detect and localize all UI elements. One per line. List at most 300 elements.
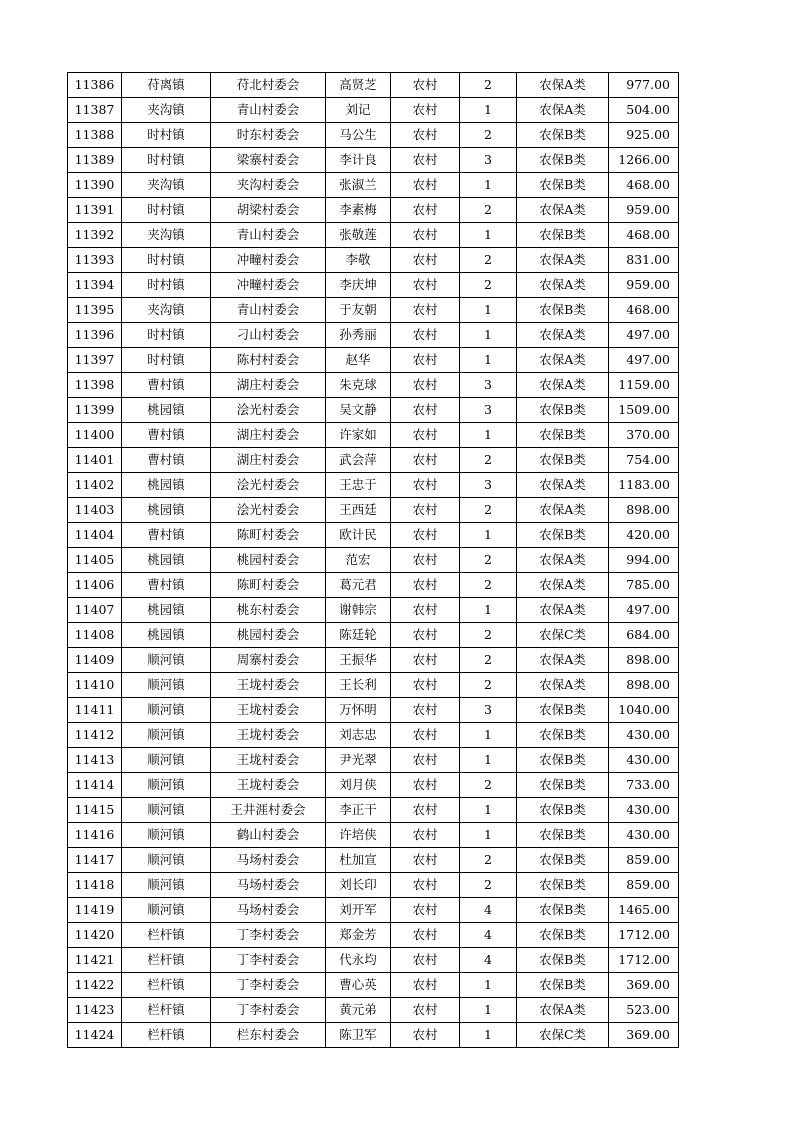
village-committee-cell: 青山村委会 (211, 98, 326, 123)
household-count-cell: 1 (460, 173, 517, 198)
village-committee-cell: 青山村委会 (211, 298, 326, 323)
name-cell: 刘记 (326, 98, 391, 123)
amount-cell: 1040.00 (609, 698, 679, 723)
household-count-cell: 4 (460, 948, 517, 973)
insurance-category-cell: 农保A类 (517, 673, 609, 698)
name-cell: 王振华 (326, 648, 391, 673)
area-type-cell: 农村 (391, 448, 460, 473)
serial-number-cell: 11415 (68, 798, 122, 823)
amount-cell: 977.00 (609, 73, 679, 98)
serial-number-cell: 11393 (68, 248, 122, 273)
area-type-cell: 农村 (391, 598, 460, 623)
village-committee-cell: 梁寨村委会 (211, 148, 326, 173)
area-type-cell: 农村 (391, 323, 460, 348)
serial-number-cell: 11402 (68, 473, 122, 498)
village-committee-cell: 浍光村委会 (211, 498, 326, 523)
insurance-category-cell: 农保B类 (517, 798, 609, 823)
serial-number-cell: 11392 (68, 223, 122, 248)
table-row (68, 798, 679, 823)
table-row (68, 573, 679, 598)
name-cell: 许家如 (326, 423, 391, 448)
amount-cell: 523.00 (609, 998, 679, 1023)
insurance-category-cell: 农保B类 (517, 773, 609, 798)
household-count-cell: 3 (460, 373, 517, 398)
amount-cell: 1183.00 (609, 473, 679, 498)
name-cell: 郑金芳 (326, 923, 391, 948)
name-cell: 武会萍 (326, 448, 391, 473)
town-cell: 顺河镇 (122, 723, 211, 748)
town-cell: 顺河镇 (122, 673, 211, 698)
serial-number-cell: 11394 (68, 273, 122, 298)
area-type-cell: 农村 (391, 173, 460, 198)
insurance-category-cell: 农保B类 (517, 698, 609, 723)
household-count-cell: 2 (460, 848, 517, 873)
insurance-category-cell: 农保C类 (517, 1023, 609, 1048)
insurance-category-cell: 农保B类 (517, 948, 609, 973)
village-committee-cell: 湖庄村委会 (211, 373, 326, 398)
village-committee-cell: 时东村委会 (211, 123, 326, 148)
table-row (68, 948, 679, 973)
area-type-cell: 农村 (391, 723, 460, 748)
amount-cell: 859.00 (609, 873, 679, 898)
village-committee-cell: 刁山村委会 (211, 323, 326, 348)
table-row (68, 998, 679, 1023)
name-cell: 刘志忠 (326, 723, 391, 748)
name-cell: 李正干 (326, 798, 391, 823)
name-cell: 李敬 (326, 248, 391, 273)
insurance-category-cell: 农保B类 (517, 923, 609, 948)
town-cell: 曹村镇 (122, 423, 211, 448)
insurance-category-cell: 农保A类 (517, 323, 609, 348)
area-type-cell: 农村 (391, 923, 460, 948)
table-row (68, 898, 679, 923)
village-committee-cell: 王垅村委会 (211, 698, 326, 723)
town-cell: 苻离镇 (122, 73, 211, 98)
table-row (68, 373, 679, 398)
area-type-cell: 农村 (391, 673, 460, 698)
table-row (68, 398, 679, 423)
insurance-category-cell: 农保B类 (517, 748, 609, 773)
insurance-category-cell: 农保A类 (517, 198, 609, 223)
village-committee-cell: 湖庄村委会 (211, 423, 326, 448)
serial-number-cell: 11416 (68, 823, 122, 848)
area-type-cell: 农村 (391, 148, 460, 173)
area-type-cell: 农村 (391, 573, 460, 598)
area-type-cell: 农村 (391, 98, 460, 123)
name-cell: 王忠于 (326, 473, 391, 498)
table-row (68, 698, 679, 723)
serial-number-cell: 11409 (68, 648, 122, 673)
household-count-cell: 3 (460, 473, 517, 498)
amount-cell: 430.00 (609, 723, 679, 748)
insurance-category-cell: 农保B类 (517, 298, 609, 323)
town-cell: 桃园镇 (122, 623, 211, 648)
area-type-cell: 农村 (391, 523, 460, 548)
table-row (68, 173, 679, 198)
town-cell: 曹村镇 (122, 573, 211, 598)
amount-cell: 959.00 (609, 198, 679, 223)
serial-number-cell: 11399 (68, 398, 122, 423)
household-count-cell: 1 (460, 523, 517, 548)
area-type-cell: 农村 (391, 298, 460, 323)
town-cell: 顺河镇 (122, 648, 211, 673)
table-row (68, 773, 679, 798)
amount-cell: 898.00 (609, 498, 679, 523)
table-row (68, 73, 679, 98)
insurance-category-cell: 农保B类 (517, 848, 609, 873)
area-type-cell: 农村 (391, 648, 460, 673)
insurance-category-cell: 农保B类 (517, 723, 609, 748)
area-type-cell: 农村 (391, 698, 460, 723)
insurance-category-cell: 农保A类 (517, 348, 609, 373)
area-type-cell: 农村 (391, 73, 460, 98)
town-cell: 栏杆镇 (122, 923, 211, 948)
household-count-cell: 2 (460, 873, 517, 898)
village-committee-cell: 桃园村委会 (211, 623, 326, 648)
town-cell: 曹村镇 (122, 523, 211, 548)
amount-cell: 370.00 (609, 423, 679, 448)
area-type-cell: 农村 (391, 548, 460, 573)
village-committee-cell: 青山村委会 (211, 223, 326, 248)
village-committee-cell: 丁李村委会 (211, 948, 326, 973)
household-count-cell: 1 (460, 423, 517, 448)
serial-number-cell: 11423 (68, 998, 122, 1023)
serial-number-cell: 11395 (68, 298, 122, 323)
amount-cell: 1712.00 (609, 923, 679, 948)
table-row (68, 448, 679, 473)
name-cell: 赵华 (326, 348, 391, 373)
name-cell: 谢韩宗 (326, 598, 391, 623)
town-cell: 曹村镇 (122, 373, 211, 398)
insurance-category-cell: 农保B类 (517, 448, 609, 473)
amount-cell: 369.00 (609, 1023, 679, 1048)
insurance-category-cell: 农保A类 (517, 373, 609, 398)
town-cell: 时村镇 (122, 323, 211, 348)
insurance-category-cell: 农保B类 (517, 973, 609, 998)
household-count-cell: 2 (460, 248, 517, 273)
household-count-cell: 1 (460, 298, 517, 323)
household-count-cell: 3 (460, 398, 517, 423)
insurance-category-cell: 农保B类 (517, 173, 609, 198)
name-cell: 朱克球 (326, 373, 391, 398)
name-cell: 孙秀丽 (326, 323, 391, 348)
household-count-cell: 1 (460, 323, 517, 348)
serial-number-cell: 11412 (68, 723, 122, 748)
insurance-category-cell: 农保B类 (517, 398, 609, 423)
table-row (68, 748, 679, 773)
insurance-category-cell: 农保B类 (517, 898, 609, 923)
amount-cell: 733.00 (609, 773, 679, 798)
serial-number-cell: 11389 (68, 148, 122, 173)
amount-cell: 754.00 (609, 448, 679, 473)
name-cell: 黄元弟 (326, 998, 391, 1023)
town-cell: 夹沟镇 (122, 173, 211, 198)
serial-number-cell: 11391 (68, 198, 122, 223)
household-count-cell: 2 (460, 73, 517, 98)
amount-cell: 898.00 (609, 673, 679, 698)
name-cell: 尹光翠 (326, 748, 391, 773)
town-cell: 桃园镇 (122, 473, 211, 498)
village-committee-cell: 王垅村委会 (211, 723, 326, 748)
town-cell: 时村镇 (122, 123, 211, 148)
village-committee-cell: 苻北村委会 (211, 73, 326, 98)
household-count-cell: 4 (460, 898, 517, 923)
town-cell: 顺河镇 (122, 698, 211, 723)
amount-cell: 785.00 (609, 573, 679, 598)
household-count-cell: 2 (460, 273, 517, 298)
village-committee-cell: 王垅村委会 (211, 773, 326, 798)
name-cell: 李庆坤 (326, 273, 391, 298)
amount-cell: 420.00 (609, 523, 679, 548)
table-row (68, 1023, 679, 1048)
table-row (68, 273, 679, 298)
name-cell: 曹心英 (326, 973, 391, 998)
insurance-category-cell: 农保B类 (517, 523, 609, 548)
household-count-cell: 2 (460, 648, 517, 673)
area-type-cell: 农村 (391, 948, 460, 973)
insurance-category-cell: 农保B类 (517, 223, 609, 248)
table-row (68, 223, 679, 248)
insurance-category-cell: 农保A类 (517, 248, 609, 273)
town-cell: 曹村镇 (122, 448, 211, 473)
area-type-cell: 农村 (391, 623, 460, 648)
table-row (68, 98, 679, 123)
area-type-cell: 农村 (391, 773, 460, 798)
village-committee-cell: 栏东村委会 (211, 1023, 326, 1048)
household-count-cell: 1 (460, 798, 517, 823)
name-cell: 刘开军 (326, 898, 391, 923)
household-count-cell: 1 (460, 98, 517, 123)
town-cell: 顺河镇 (122, 848, 211, 873)
village-committee-cell: 丁李村委会 (211, 998, 326, 1023)
insurance-category-cell: 农保A类 (517, 473, 609, 498)
serial-number-cell: 11400 (68, 423, 122, 448)
name-cell: 马公生 (326, 123, 391, 148)
table-row (68, 673, 679, 698)
insurance-category-cell: 农保B类 (517, 873, 609, 898)
serial-number-cell: 11397 (68, 348, 122, 373)
household-count-cell: 1 (460, 223, 517, 248)
town-cell: 栏杆镇 (122, 1023, 211, 1048)
amount-cell: 1266.00 (609, 148, 679, 173)
amount-cell: 1712.00 (609, 948, 679, 973)
name-cell: 刘月侠 (326, 773, 391, 798)
household-count-cell: 1 (460, 723, 517, 748)
table-row (68, 598, 679, 623)
amount-cell: 898.00 (609, 648, 679, 673)
town-cell: 顺河镇 (122, 873, 211, 898)
household-count-cell: 2 (460, 498, 517, 523)
area-type-cell: 农村 (391, 1023, 460, 1048)
serial-number-cell: 11424 (68, 1023, 122, 1048)
table-row (68, 498, 679, 523)
insurance-category-cell: 农保A类 (517, 598, 609, 623)
insurance-category-cell: 农保A类 (517, 648, 609, 673)
table-row (68, 198, 679, 223)
amount-cell: 1509.00 (609, 398, 679, 423)
records-table (67, 72, 679, 1048)
records-body (68, 73, 679, 1048)
household-count-cell: 2 (460, 773, 517, 798)
town-cell: 顺河镇 (122, 898, 211, 923)
town-cell: 顺河镇 (122, 798, 211, 823)
serial-number-cell: 11421 (68, 948, 122, 973)
village-committee-cell: 桃东村委会 (211, 598, 326, 623)
table-row (68, 723, 679, 748)
town-cell: 夹沟镇 (122, 223, 211, 248)
village-committee-cell: 浍光村委会 (211, 398, 326, 423)
village-committee-cell: 冲疃村委会 (211, 248, 326, 273)
table-row (68, 548, 679, 573)
household-count-cell: 1 (460, 348, 517, 373)
insurance-category-cell: 农保A类 (517, 273, 609, 298)
village-committee-cell: 马场村委会 (211, 848, 326, 873)
table-row (68, 248, 679, 273)
insurance-category-cell: 农保B类 (517, 423, 609, 448)
town-cell: 桃园镇 (122, 598, 211, 623)
serial-number-cell: 11414 (68, 773, 122, 798)
area-type-cell: 农村 (391, 823, 460, 848)
village-committee-cell: 王井涯村委会 (211, 798, 326, 823)
amount-cell: 959.00 (609, 273, 679, 298)
area-type-cell: 农村 (391, 998, 460, 1023)
village-committee-cell: 陈町村委会 (211, 573, 326, 598)
amount-cell: 430.00 (609, 823, 679, 848)
area-type-cell: 农村 (391, 348, 460, 373)
area-type-cell: 农村 (391, 198, 460, 223)
town-cell: 夹沟镇 (122, 98, 211, 123)
amount-cell: 430.00 (609, 798, 679, 823)
name-cell: 万怀明 (326, 698, 391, 723)
area-type-cell: 农村 (391, 273, 460, 298)
amount-cell: 684.00 (609, 623, 679, 648)
table-row (68, 873, 679, 898)
serial-number-cell: 11386 (68, 73, 122, 98)
serial-number-cell: 11408 (68, 623, 122, 648)
household-count-cell: 2 (460, 548, 517, 573)
name-cell: 陈卫军 (326, 1023, 391, 1048)
town-cell: 时村镇 (122, 148, 211, 173)
table-row (68, 823, 679, 848)
household-count-cell: 1 (460, 973, 517, 998)
area-type-cell: 农村 (391, 898, 460, 923)
serial-number-cell: 11420 (68, 923, 122, 948)
village-committee-cell: 丁李村委会 (211, 923, 326, 948)
household-count-cell: 1 (460, 1023, 517, 1048)
serial-number-cell: 11407 (68, 598, 122, 623)
table-row (68, 648, 679, 673)
insurance-category-cell: 农保A类 (517, 998, 609, 1023)
table-row (68, 848, 679, 873)
amount-cell: 430.00 (609, 748, 679, 773)
name-cell: 陈廷轮 (326, 623, 391, 648)
amount-cell: 994.00 (609, 548, 679, 573)
insurance-category-cell: 农保A类 (517, 73, 609, 98)
serial-number-cell: 11396 (68, 323, 122, 348)
household-count-cell: 3 (460, 148, 517, 173)
table-row (68, 523, 679, 548)
insurance-category-cell: 农保A类 (517, 498, 609, 523)
town-cell: 顺河镇 (122, 823, 211, 848)
village-committee-cell: 陈町村委会 (211, 523, 326, 548)
insurance-category-cell: 农保B类 (517, 148, 609, 173)
serial-number-cell: 11418 (68, 873, 122, 898)
amount-cell: 925.00 (609, 123, 679, 148)
household-count-cell: 2 (460, 573, 517, 598)
serial-number-cell: 11405 (68, 548, 122, 573)
amount-cell: 369.00 (609, 973, 679, 998)
town-cell: 时村镇 (122, 198, 211, 223)
table-row (68, 973, 679, 998)
area-type-cell: 农村 (391, 848, 460, 873)
insurance-category-cell: 农保A类 (517, 548, 609, 573)
serial-number-cell: 11419 (68, 898, 122, 923)
name-cell: 李计良 (326, 148, 391, 173)
area-type-cell: 农村 (391, 473, 460, 498)
name-cell: 王长利 (326, 673, 391, 698)
name-cell: 葛元君 (326, 573, 391, 598)
village-committee-cell: 马场村委会 (211, 873, 326, 898)
area-type-cell: 农村 (391, 373, 460, 398)
village-committee-cell: 陈村村委会 (211, 348, 326, 373)
name-cell: 于友朝 (326, 298, 391, 323)
town-cell: 桃园镇 (122, 548, 211, 573)
name-cell: 杜加宣 (326, 848, 391, 873)
insurance-category-cell: 农保A类 (517, 98, 609, 123)
name-cell: 李素梅 (326, 198, 391, 223)
table-row (68, 623, 679, 648)
name-cell: 高贤芝 (326, 73, 391, 98)
household-count-cell: 4 (460, 923, 517, 948)
table-row (68, 473, 679, 498)
town-cell: 顺河镇 (122, 748, 211, 773)
table-row (68, 123, 679, 148)
household-count-cell: 2 (460, 448, 517, 473)
area-type-cell: 农村 (391, 223, 460, 248)
serial-number-cell: 11403 (68, 498, 122, 523)
area-type-cell: 农村 (391, 398, 460, 423)
town-cell: 栏杆镇 (122, 948, 211, 973)
area-type-cell: 农村 (391, 498, 460, 523)
serial-number-cell: 11422 (68, 973, 122, 998)
village-committee-cell: 马场村委会 (211, 898, 326, 923)
amount-cell: 468.00 (609, 223, 679, 248)
name-cell: 吴文静 (326, 398, 391, 423)
serial-number-cell: 11387 (68, 98, 122, 123)
area-type-cell: 农村 (391, 873, 460, 898)
table-row (68, 148, 679, 173)
name-cell: 范宏 (326, 548, 391, 573)
town-cell: 桃园镇 (122, 498, 211, 523)
amount-cell: 504.00 (609, 98, 679, 123)
area-type-cell: 农村 (391, 123, 460, 148)
serial-number-cell: 11417 (68, 848, 122, 873)
village-committee-cell: 王垅村委会 (211, 748, 326, 773)
town-cell: 桃园镇 (122, 398, 211, 423)
village-committee-cell: 周寨村委会 (211, 648, 326, 673)
town-cell: 栏杆镇 (122, 973, 211, 998)
serial-number-cell: 11404 (68, 523, 122, 548)
amount-cell: 497.00 (609, 348, 679, 373)
table-row (68, 348, 679, 373)
name-cell: 刘长印 (326, 873, 391, 898)
village-committee-cell: 湖庄村委会 (211, 448, 326, 473)
name-cell: 欧计民 (326, 523, 391, 548)
household-count-cell: 1 (460, 998, 517, 1023)
village-committee-cell: 夹沟村委会 (211, 173, 326, 198)
name-cell: 许培侠 (326, 823, 391, 848)
amount-cell: 831.00 (609, 248, 679, 273)
